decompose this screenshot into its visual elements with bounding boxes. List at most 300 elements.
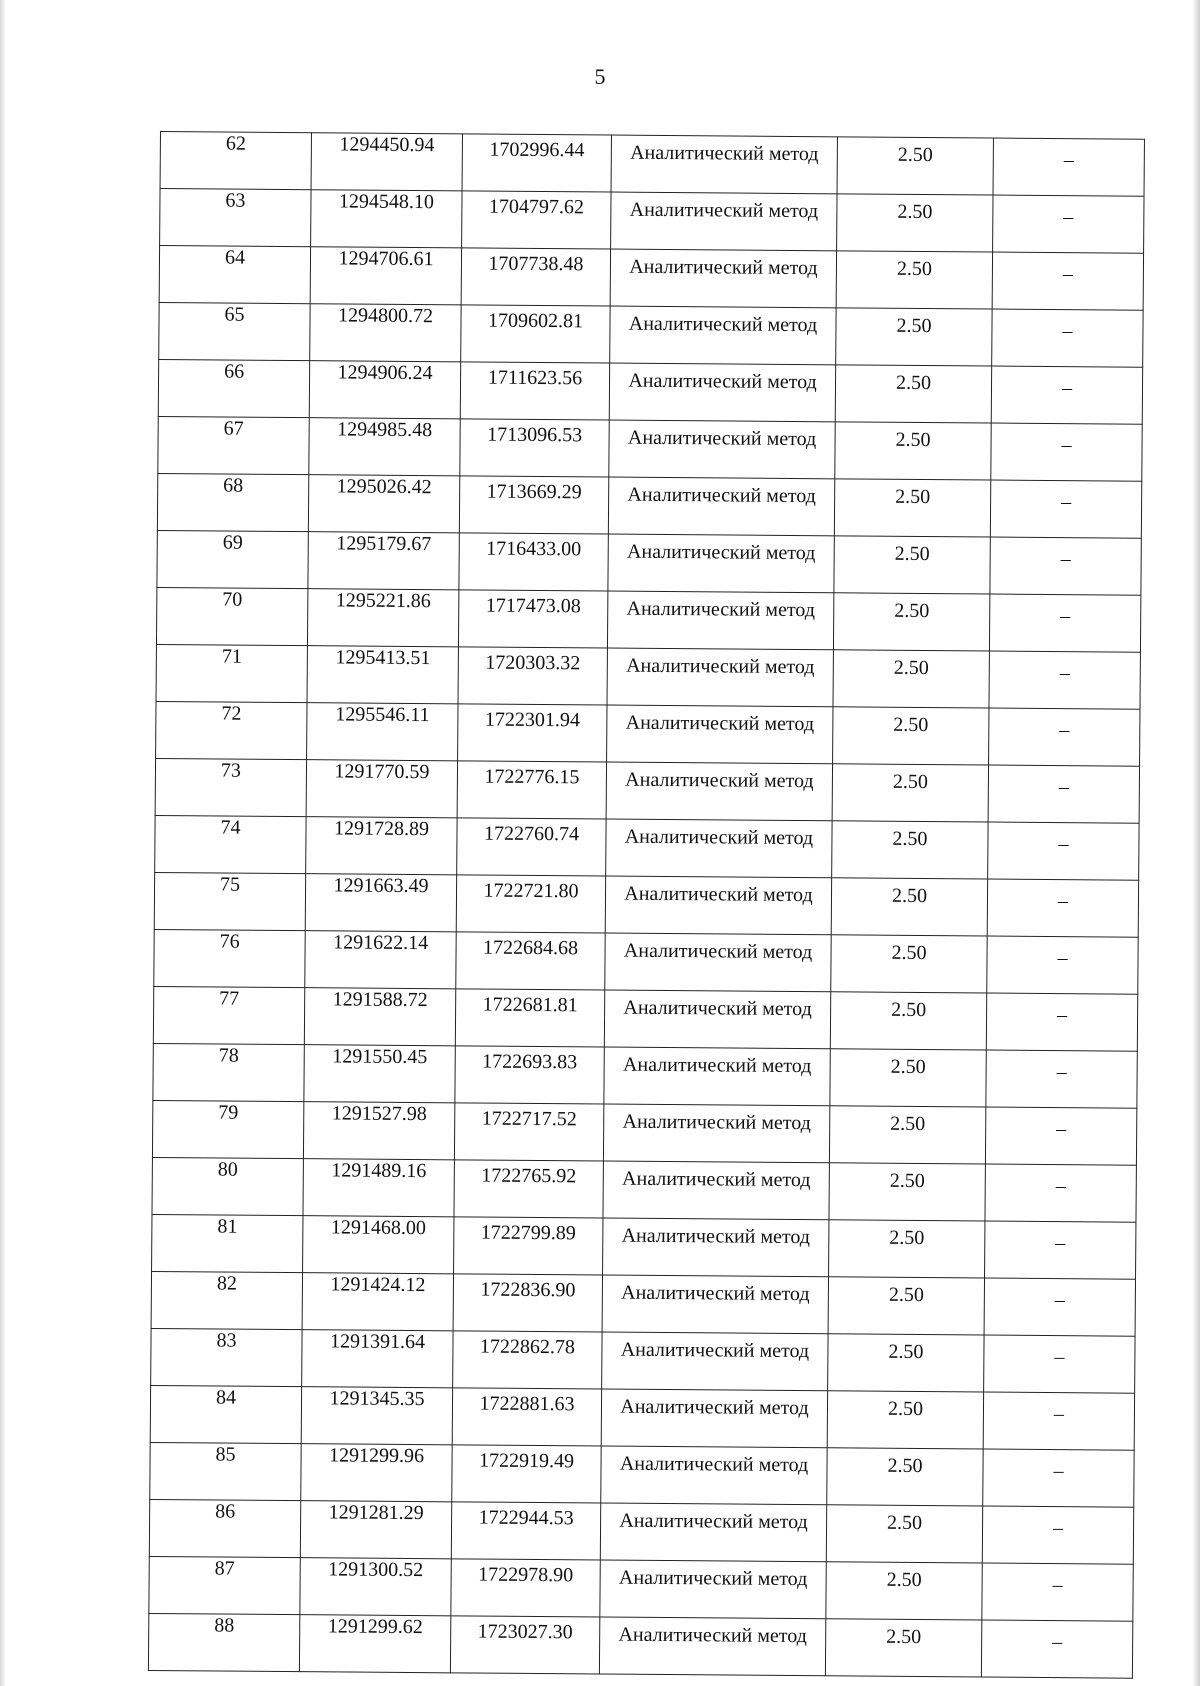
note-cell-text: – bbox=[1059, 719, 1070, 742]
method-cell-text: Аналитический метод bbox=[620, 1395, 809, 1420]
y-coordinate-cell-text: 1709602.81 bbox=[487, 309, 584, 333]
note-cell-text: – bbox=[1052, 1517, 1064, 1540]
method-cell-text: Аналитический метод bbox=[626, 597, 816, 622]
note-cell-text: – bbox=[1055, 1175, 1066, 1198]
x-coordinate-cell bbox=[309, 361, 460, 419]
point-number-cell bbox=[154, 929, 305, 987]
point-number-cell-text: 78 bbox=[218, 1044, 239, 1067]
point-number-cell-text: 74 bbox=[220, 816, 241, 839]
note-cell bbox=[986, 1050, 1137, 1108]
x-coordinate-cell-text: 1294906.24 bbox=[337, 361, 433, 385]
point-number-cell-text: 79 bbox=[218, 1101, 239, 1124]
note-cell-text: – bbox=[1062, 263, 1073, 286]
y-coordinate-cell-text: 1722717.52 bbox=[481, 1107, 577, 1131]
point-number-cell-text: 76 bbox=[219, 930, 240, 953]
method-cell bbox=[609, 420, 835, 479]
point-number-cell bbox=[156, 587, 307, 645]
note-cell-text: – bbox=[1061, 491, 1072, 514]
point-number-cell-text: 75 bbox=[219, 873, 241, 896]
point-number-cell-text: 64 bbox=[224, 246, 246, 269]
coordinates-table-body bbox=[148, 132, 1144, 1679]
x-coordinate-cell-text: 1295179.67 bbox=[336, 532, 432, 556]
y-coordinate-cell-text: 1722684.68 bbox=[483, 936, 579, 960]
x-coordinate-cell bbox=[307, 646, 458, 704]
y-coordinate-cell-text: 1722765.92 bbox=[481, 1164, 577, 1188]
accuracy-cell-text: 2.50 bbox=[887, 1454, 923, 1478]
accuracy-cell bbox=[830, 1049, 986, 1107]
table-row bbox=[153, 1043, 1137, 1108]
note-cell-text: – bbox=[1060, 548, 1071, 571]
point-number-cell-text: 80 bbox=[217, 1158, 238, 1181]
x-coordinate-cell-text: 1291300.52 bbox=[328, 1558, 424, 1582]
y-coordinate-cell-text: 1722836.90 bbox=[480, 1278, 576, 1302]
table-row bbox=[155, 758, 1139, 823]
note-cell-text: – bbox=[1055, 1232, 1066, 1255]
accuracy-cell bbox=[828, 1277, 984, 1335]
accuracy-cell-text: 2.50 bbox=[892, 827, 928, 851]
y-coordinate-cell bbox=[458, 647, 607, 705]
point-number-cell-text: 68 bbox=[223, 474, 244, 497]
note-cell bbox=[985, 1221, 1136, 1279]
point-number-cell-text: 69 bbox=[222, 531, 243, 554]
note-cell-text: – bbox=[1059, 662, 1070, 685]
x-coordinate-cell bbox=[300, 1558, 451, 1616]
y-coordinate-cell-text: 1702996.44 bbox=[489, 138, 585, 162]
point-number-cell bbox=[151, 1271, 302, 1329]
y-coordinate-cell bbox=[456, 875, 605, 933]
point-number-cell-text: 87 bbox=[214, 1557, 235, 1580]
note-cell-text: – bbox=[1057, 890, 1069, 913]
y-coordinate-cell bbox=[458, 590, 607, 648]
method-cell bbox=[603, 1218, 829, 1277]
note-cell bbox=[992, 252, 1143, 310]
method-cell-text: Аналитический метод bbox=[626, 540, 816, 565]
y-coordinate-cell-text: 1722681.81 bbox=[482, 993, 578, 1017]
point-number-cell bbox=[153, 986, 304, 1044]
point-number-cell bbox=[156, 644, 307, 702]
y-coordinate-cell bbox=[456, 932, 605, 990]
note-cell-text: – bbox=[1060, 605, 1071, 628]
point-number-cell bbox=[149, 1499, 300, 1557]
point-number-cell-text: 72 bbox=[221, 702, 242, 725]
y-coordinate-cell-text: 1716433.00 bbox=[486, 537, 582, 561]
accuracy-cell bbox=[825, 1619, 981, 1677]
table-row bbox=[158, 359, 1142, 424]
x-coordinate-cell bbox=[306, 817, 457, 875]
note-cell bbox=[990, 537, 1141, 595]
point-number-cell bbox=[159, 302, 310, 360]
accuracy-cell bbox=[836, 308, 992, 366]
table-row bbox=[156, 644, 1140, 709]
accuracy-cell bbox=[837, 194, 993, 252]
accuracy-cell-text: 2.50 bbox=[895, 485, 931, 509]
method-cell-text: Аналитический метод bbox=[620, 1338, 810, 1363]
accuracy-cell-text: 2.50 bbox=[894, 542, 930, 566]
x-coordinate-cell bbox=[300, 1501, 451, 1559]
table-row bbox=[157, 530, 1141, 595]
accuracy-cell-text: 2.50 bbox=[888, 1340, 924, 1364]
y-coordinate-cell-text: 1722881.63 bbox=[479, 1392, 575, 1416]
point-number-cell-text: 73 bbox=[220, 759, 242, 782]
y-coordinate-cell bbox=[459, 533, 608, 591]
note-cell bbox=[987, 879, 1138, 937]
x-coordinate-cell-text: 1291299.96 bbox=[329, 1444, 425, 1468]
note-cell bbox=[982, 1506, 1133, 1564]
note-cell bbox=[985, 1107, 1136, 1165]
y-coordinate-cell-text: 1713096.53 bbox=[487, 423, 583, 447]
accuracy-cell bbox=[835, 365, 991, 423]
point-number-cell-text: 83 bbox=[216, 1329, 237, 1352]
accuracy-cell bbox=[834, 536, 990, 594]
accuracy-cell bbox=[829, 1220, 985, 1278]
method-cell bbox=[602, 1332, 828, 1391]
method-cell-text: Аналитический метод bbox=[621, 1281, 810, 1306]
accuracy-cell bbox=[834, 479, 990, 537]
y-coordinate-cell-text: 1722944.53 bbox=[478, 1506, 574, 1530]
note-cell bbox=[989, 708, 1140, 766]
y-coordinate-cell bbox=[457, 818, 606, 876]
x-coordinate-cell bbox=[303, 1216, 454, 1274]
x-coordinate-cell-text: 1294800.72 bbox=[337, 304, 434, 328]
method-cell bbox=[605, 876, 831, 935]
note-cell bbox=[988, 822, 1139, 880]
note-cell-text: – bbox=[1054, 1346, 1065, 1369]
x-coordinate-cell-text: 1295413.51 bbox=[335, 646, 431, 670]
y-coordinate-cell-text: 1722799.89 bbox=[480, 1221, 576, 1245]
x-coordinate-cell-text: 1291728.89 bbox=[333, 817, 430, 841]
x-coordinate-cell bbox=[302, 1330, 453, 1388]
method-cell-text: Аналитический метод bbox=[625, 768, 814, 793]
point-number-cell bbox=[157, 473, 308, 531]
point-number-cell bbox=[160, 132, 311, 190]
note-cell-text: – bbox=[1058, 776, 1069, 799]
method-cell-text: Аналитический метод bbox=[628, 369, 817, 394]
point-number-cell bbox=[158, 416, 309, 474]
method-cell-text: Аналитический метод bbox=[618, 1623, 807, 1648]
table-row bbox=[150, 1385, 1134, 1450]
point-number-cell bbox=[149, 1556, 300, 1614]
y-coordinate-cell bbox=[460, 362, 609, 420]
note-cell bbox=[986, 993, 1137, 1051]
accuracy-cell-text: 2.50 bbox=[897, 143, 933, 167]
table-row bbox=[152, 1214, 1136, 1279]
point-number-cell bbox=[150, 1385, 301, 1443]
method-cell bbox=[606, 762, 832, 821]
y-coordinate-cell-text: 1707738.48 bbox=[488, 252, 584, 276]
x-coordinate-cell bbox=[311, 133, 462, 191]
x-coordinate-cell-text: 1291663.49 bbox=[333, 874, 429, 898]
accuracy-cell bbox=[837, 137, 993, 195]
table-row bbox=[149, 1556, 1133, 1621]
accuracy-cell-text: 2.50 bbox=[894, 599, 930, 623]
note-cell bbox=[991, 366, 1142, 424]
accuracy-cell-text: 2.50 bbox=[886, 1625, 922, 1649]
accuracy-cell-text: 2.50 bbox=[892, 770, 928, 794]
note-cell-text: – bbox=[1061, 377, 1073, 400]
method-cell-text: Аналитический метод bbox=[626, 654, 815, 679]
y-coordinate-cell-text: 1722693.83 bbox=[482, 1050, 578, 1074]
x-coordinate-cell bbox=[302, 1273, 453, 1331]
note-cell-text: – bbox=[1056, 1118, 1067, 1141]
table-row bbox=[148, 1613, 1132, 1678]
method-cell bbox=[601, 1446, 827, 1505]
accuracy-cell-text: 2.50 bbox=[889, 1226, 925, 1250]
x-coordinate-cell bbox=[301, 1444, 452, 1502]
y-coordinate-cell bbox=[454, 1217, 603, 1275]
point-number-cell bbox=[153, 1043, 304, 1101]
y-coordinate-cell-text: 1713669.29 bbox=[486, 480, 582, 504]
point-number-cell bbox=[152, 1214, 303, 1272]
method-cell-text: Аналитический метод bbox=[625, 711, 815, 736]
accuracy-cell bbox=[828, 1334, 984, 1392]
note-cell-text: – bbox=[1061, 434, 1072, 457]
x-coordinate-cell-text: 1294706.61 bbox=[338, 247, 434, 271]
x-coordinate-cell bbox=[301, 1387, 452, 1445]
x-coordinate-cell-text: 1295026.42 bbox=[336, 475, 432, 499]
method-cell bbox=[603, 1161, 829, 1220]
accuracy-cell-text: 2.50 bbox=[896, 314, 932, 338]
point-number-cell bbox=[156, 701, 307, 759]
note-cell bbox=[990, 480, 1141, 538]
x-coordinate-cell-text: 1291345.35 bbox=[329, 1387, 425, 1411]
y-coordinate-cell bbox=[457, 761, 606, 819]
accuracy-cell-text: 2.50 bbox=[897, 200, 933, 224]
x-coordinate-cell bbox=[311, 190, 462, 248]
table-row bbox=[160, 132, 1144, 197]
accuracy-cell-text: 2.50 bbox=[889, 1169, 925, 1193]
table-row bbox=[154, 872, 1138, 937]
point-number-cell bbox=[152, 1100, 303, 1158]
method-cell-text: Аналитический метод bbox=[618, 1566, 808, 1591]
point-number-cell-text: 81 bbox=[217, 1215, 238, 1238]
note-cell bbox=[983, 1449, 1134, 1507]
accuracy-cell bbox=[826, 1505, 982, 1563]
accuracy-cell bbox=[827, 1448, 983, 1506]
method-cell-text: Аналитический метод bbox=[630, 141, 819, 166]
coordinates-table-wrapper bbox=[148, 131, 1138, 1679]
method-cell-text: Аналитический метод bbox=[623, 939, 813, 964]
note-cell-text: – bbox=[1052, 1574, 1063, 1597]
y-coordinate-cell-text: 1722760.74 bbox=[483, 822, 580, 846]
y-coordinate-cell bbox=[460, 419, 609, 477]
y-coordinate-cell-text: 1722862.78 bbox=[479, 1335, 576, 1359]
note-cell-text: – bbox=[1056, 1061, 1067, 1084]
x-coordinate-cell-text: 1291489.16 bbox=[331, 1159, 427, 1183]
y-coordinate-cell bbox=[452, 1445, 601, 1503]
x-coordinate-cell-text: 1291299.62 bbox=[327, 1615, 423, 1639]
accuracy-cell bbox=[829, 1163, 985, 1221]
method-cell-text: Аналитический метод bbox=[624, 825, 814, 850]
point-number-cell bbox=[148, 1613, 299, 1671]
table-row bbox=[156, 587, 1140, 652]
table-row bbox=[150, 1442, 1134, 1507]
method-cell bbox=[604, 1047, 830, 1106]
y-coordinate-cell-text: 1704797.62 bbox=[488, 195, 584, 219]
x-coordinate-cell bbox=[310, 247, 461, 305]
point-number-cell-text: 77 bbox=[219, 987, 240, 1010]
x-coordinate-cell bbox=[303, 1159, 454, 1217]
method-cell-text: Аналитический метод bbox=[629, 198, 819, 223]
point-number-cell bbox=[159, 246, 310, 304]
method-cell bbox=[603, 1104, 829, 1163]
method-cell bbox=[605, 933, 831, 992]
accuracy-cell-text: 2.50 bbox=[888, 1283, 924, 1307]
accuracy-cell-text: 2.50 bbox=[887, 1511, 923, 1535]
accuracy-cell bbox=[833, 707, 989, 765]
note-cell bbox=[993, 195, 1144, 253]
method-cell-text: Аналитический метод bbox=[629, 255, 818, 280]
x-coordinate-cell bbox=[306, 760, 457, 818]
note-cell-text: – bbox=[1052, 1631, 1063, 1654]
x-coordinate-cell-text: 1291622.14 bbox=[333, 931, 429, 955]
point-number-cell-text: 62 bbox=[225, 132, 246, 155]
note-cell bbox=[988, 765, 1139, 823]
method-cell bbox=[601, 1389, 827, 1448]
method-cell bbox=[611, 192, 837, 251]
accuracy-cell bbox=[831, 935, 987, 993]
x-coordinate-cell-text: 1291550.45 bbox=[332, 1045, 428, 1069]
accuracy-cell bbox=[836, 251, 992, 309]
point-number-cell-text: 67 bbox=[223, 417, 244, 440]
note-cell bbox=[989, 594, 1140, 652]
y-coordinate-cell bbox=[453, 1331, 602, 1389]
method-cell bbox=[609, 363, 835, 422]
method-cell bbox=[607, 705, 833, 764]
y-coordinate-cell bbox=[459, 476, 608, 534]
method-cell bbox=[599, 1617, 825, 1676]
x-coordinate-cell bbox=[308, 532, 459, 590]
accuracy-cell-text: 2.50 bbox=[895, 428, 931, 452]
x-coordinate-cell bbox=[303, 1102, 454, 1160]
y-coordinate-cell bbox=[452, 1388, 601, 1446]
method-cell-text: Аналитический метод bbox=[621, 1224, 811, 1249]
y-coordinate-cell-text: 1720303.32 bbox=[485, 651, 581, 675]
point-number-cell bbox=[160, 189, 311, 247]
y-coordinate-cell bbox=[454, 1103, 603, 1161]
x-coordinate-cell-text: 1291281.29 bbox=[328, 1501, 424, 1525]
x-coordinate-cell-text: 1291424.12 bbox=[330, 1273, 426, 1297]
method-cell bbox=[610, 306, 836, 365]
point-number-cell bbox=[152, 1157, 303, 1215]
point-number-cell-text: 65 bbox=[224, 303, 245, 326]
point-number-cell bbox=[150, 1442, 301, 1500]
accuracy-cell-text: 2.50 bbox=[891, 941, 927, 965]
table-row bbox=[158, 416, 1142, 481]
note-cell bbox=[992, 309, 1143, 367]
accuracy-cell-text: 2.50 bbox=[895, 371, 932, 395]
table-row bbox=[152, 1157, 1136, 1222]
x-coordinate-cell-text: 1294548.10 bbox=[338, 190, 435, 214]
method-cell-text: Аналитический метод bbox=[622, 1167, 811, 1192]
y-coordinate-cell bbox=[454, 1160, 603, 1218]
page-number: 5 bbox=[594, 64, 606, 89]
accuracy-cell bbox=[829, 1106, 985, 1164]
table-row bbox=[155, 815, 1139, 880]
accuracy-cell bbox=[831, 878, 987, 936]
accuracy-cell-text: 2.50 bbox=[891, 998, 927, 1022]
point-number-cell-text: 63 bbox=[225, 189, 246, 212]
y-coordinate-cell-text: 1717473.08 bbox=[485, 594, 581, 618]
y-coordinate-cell bbox=[451, 1502, 600, 1560]
table-row bbox=[157, 473, 1141, 538]
method-cell-text: Аналитический метод bbox=[622, 1110, 812, 1135]
method-cell bbox=[600, 1503, 826, 1562]
accuracy-cell-text: 2.50 bbox=[886, 1568, 922, 1592]
method-cell bbox=[610, 249, 836, 308]
x-coordinate-cell bbox=[310, 304, 461, 362]
table-row bbox=[159, 246, 1143, 311]
method-cell bbox=[607, 648, 833, 707]
point-number-cell bbox=[154, 872, 305, 930]
y-coordinate-cell bbox=[462, 191, 611, 249]
method-cell-text: Аналитический метод bbox=[624, 882, 813, 907]
note-cell-text: – bbox=[1056, 1004, 1068, 1027]
y-coordinate-cell bbox=[455, 1046, 604, 1104]
x-coordinate-cell-text: 1291588.72 bbox=[332, 988, 428, 1012]
note-cell-text: – bbox=[1063, 149, 1074, 172]
accuracy-cell-text: 2.50 bbox=[893, 713, 929, 737]
table-row bbox=[153, 986, 1137, 1051]
coordinates-table bbox=[148, 131, 1145, 1679]
accuracy-cell bbox=[832, 821, 988, 879]
table-row bbox=[160, 189, 1144, 254]
point-number-cell-text: 66 bbox=[224, 360, 245, 383]
y-coordinate-cell-text: 1722721.80 bbox=[483, 879, 579, 903]
x-coordinate-cell bbox=[299, 1615, 450, 1673]
table-row bbox=[159, 302, 1143, 367]
accuracy-cell bbox=[832, 764, 988, 822]
point-number-cell bbox=[151, 1328, 302, 1386]
y-coordinate-cell bbox=[451, 1559, 600, 1617]
y-coordinate-cell bbox=[461, 248, 610, 306]
scan-edge-right bbox=[1192, 0, 1200, 1686]
accuracy-cell bbox=[835, 422, 991, 480]
accuracy-cell-text: 2.50 bbox=[891, 884, 928, 908]
x-coordinate-cell bbox=[307, 703, 458, 761]
x-coordinate-cell-text: 1294450.94 bbox=[339, 133, 435, 157]
point-number-cell-text: 86 bbox=[215, 1500, 236, 1523]
accuracy-cell bbox=[833, 593, 989, 651]
note-cell-text: – bbox=[1053, 1403, 1065, 1426]
note-cell-text: – bbox=[1053, 1460, 1064, 1483]
method-cell bbox=[606, 819, 832, 878]
x-coordinate-cell bbox=[307, 589, 458, 647]
accuracy-cell-text: 2.50 bbox=[893, 656, 929, 680]
x-coordinate-cell-text: 1295546.11 bbox=[335, 703, 430, 727]
point-number-cell bbox=[158, 359, 309, 417]
point-number-cell-text: 88 bbox=[214, 1614, 235, 1637]
note-cell-text: – bbox=[1057, 947, 1068, 970]
x-coordinate-cell-text: 1295221.86 bbox=[335, 589, 431, 613]
accuracy-cell-text: 2.50 bbox=[890, 1112, 926, 1136]
point-number-cell bbox=[155, 815, 306, 873]
point-number-cell bbox=[155, 758, 306, 816]
y-coordinate-cell bbox=[450, 1616, 599, 1674]
table-row bbox=[154, 929, 1138, 994]
y-coordinate-cell-text: 1722978.90 bbox=[478, 1563, 574, 1587]
accuracy-cell-text: 2.50 bbox=[896, 257, 933, 281]
method-cell bbox=[602, 1275, 828, 1334]
x-coordinate-cell bbox=[309, 418, 460, 476]
table-row bbox=[152, 1100, 1136, 1165]
method-cell-text: Аналитический метод bbox=[619, 1509, 808, 1534]
note-cell bbox=[984, 1278, 1135, 1336]
method-cell-text: Аналитический метод bbox=[628, 312, 818, 337]
table-row bbox=[149, 1499, 1133, 1564]
note-cell bbox=[984, 1335, 1135, 1393]
note-cell-text: – bbox=[1062, 320, 1073, 343]
method-cell bbox=[607, 591, 833, 650]
